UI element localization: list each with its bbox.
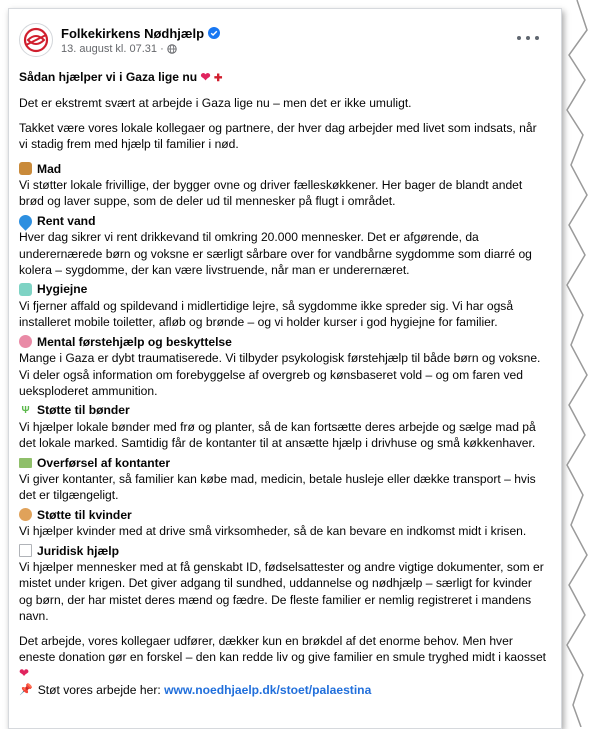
post-header <box>19 23 220 57</box>
section-title: Rent vand <box>37 213 96 228</box>
seedling-icon: Ψ <box>21 405 30 417</box>
section-title: Støtte til kvinder <box>37 507 132 522</box>
section-body: Vi hjælper kvinder med at drive små virksomheder, så de kan bevare en indkomst midt i krisen. <box>19 524 527 539</box>
section-body: Mange i Gaza er dybt traumatiserede. Vi tilbyder psykologisk førstehjælp til både børn og voksne. Vi deler også information om forebyggelse af overgreb og kønsbaseret vold – og om faren ved ueksploderet ammunition. <box>19 351 541 398</box>
droplet-icon <box>16 212 34 230</box>
globe-icon <box>167 44 177 54</box>
section-body: Vi giver kontanter, så familier kan købe mad, medicin, betale husleje eller dække transport – hvis det er tilgængeligt. <box>19 471 536 503</box>
section-title: Juridisk hjælp <box>37 543 119 558</box>
post-timestamp[interactable]: 13. august kl. 07.31 · <box>61 42 164 55</box>
pin-icon: 📌 <box>19 683 33 696</box>
section-title: Overførsel af kontanter <box>37 455 171 470</box>
section-body: Hver dag sikrer vi rent drikkevand til omkring 20.000 mennesker. Det er afgørende, da underernærede børn og voksne er særligt sårbare over for vandbårne sygdomme som diarré og kolera – sygdomme, der kan være livstruende, når man er underernæret. <box>19 230 532 278</box>
torn-edge-decoration <box>547 0 595 727</box>
section-body: Vi hjælper mennesker med at få genskabt ID, fødselsattester og andre vigtige dokumenter, som er mistet under krigen. Det giver adgang til sundhed, uddannelse og nødhjælp – særligt for kvinder og børn, der har mistet deres mænd og fædre. De fleste familier er nemlig registreret i mandens navn. <box>19 559 544 624</box>
verified-badge-icon <box>208 27 220 39</box>
section-title: Mental førstehjælp og beskyttelse <box>37 334 232 349</box>
document-icon <box>19 544 32 557</box>
post-content <box>19 69 547 698</box>
support-line: 📌 Støt vores arbejde her: www.noedhjaelp.dk/stoet/palaestina <box>19 682 372 697</box>
first-aid-icon: ✚ <box>213 73 223 84</box>
page-name[interactable]: Folkekirkens Nødhjælp <box>61 25 205 41</box>
logo-icon <box>23 27 49 53</box>
brain-icon <box>19 335 32 348</box>
soap-icon <box>19 283 32 296</box>
section <box>19 455 547 504</box>
section <box>19 402 547 451</box>
avatar[interactable] <box>19 23 53 57</box>
more-options-button[interactable] <box>517 31 539 45</box>
banknote-icon <box>19 458 32 468</box>
section <box>19 507 547 540</box>
section-body: Vi hjælper lokale bønder med frø og planter, så de kan fortsætte deres arbejde og sælge mad på det lokale marked. Samtidig får de kontanter til at ansætte hjælp i drivhuse og små køkkenhaver. <box>19 419 536 451</box>
intro-paragraph: Det er ekstremt svært at arbejde i Gaza lige nu – men det er ikke umuligt. <box>19 96 412 111</box>
more-dot-icon <box>517 36 521 40</box>
woman-icon <box>19 508 32 521</box>
section-title: Mad <box>37 161 62 176</box>
section-body: Vi fjerner affald og spildevand i midlertidige lejre, så sygdomme ikke spreder sig. Vi har også installeret mobile toiletter, afløb og brønde – og vi holder kurser i god hygiejne for familier. <box>19 298 514 330</box>
more-dot-icon <box>526 36 530 40</box>
more-dot-icon <box>535 36 539 40</box>
intro-paragraph: Takket være vores lokale kollegaer og partnere, der hver dag arbejder med livet som indsats, når vi stadig frem med hjælp til familier i nød. <box>19 120 537 152</box>
section-title: Hygiejne <box>37 282 88 297</box>
section <box>19 543 547 625</box>
heart-icon: ❤ <box>19 666 30 681</box>
section-body: Vi støtter lokale frivillige, der bygger ovne og driver fælleskøkkener. Her bager de blandt andet brød og laver suppe, som de deler ud til mennesker på flugt i området. <box>19 178 523 209</box>
donation-link[interactable]: www.noedhjaelp.dk/stoet/palaestina <box>164 682 372 697</box>
post-card <box>8 8 562 729</box>
section <box>19 213 547 279</box>
closing-paragraph: Det arbejde, vores kollegaer udfører, dækker kun en brøkdel af det enorme behov. Men hver eneste donation gør en forskel – den kan redde liv og give familier en smule tryghed midt i kaosset ❤ <box>19 633 547 681</box>
section-title: Støtte til bønder <box>37 403 130 418</box>
heart-icon: ❤ <box>200 70 211 84</box>
section <box>19 334 547 400</box>
section <box>19 281 547 330</box>
bread-icon <box>19 162 32 175</box>
post-headline: Sådan hjælper vi i Gaza lige nu ❤ ✚ <box>19 70 223 84</box>
section <box>19 161 547 210</box>
